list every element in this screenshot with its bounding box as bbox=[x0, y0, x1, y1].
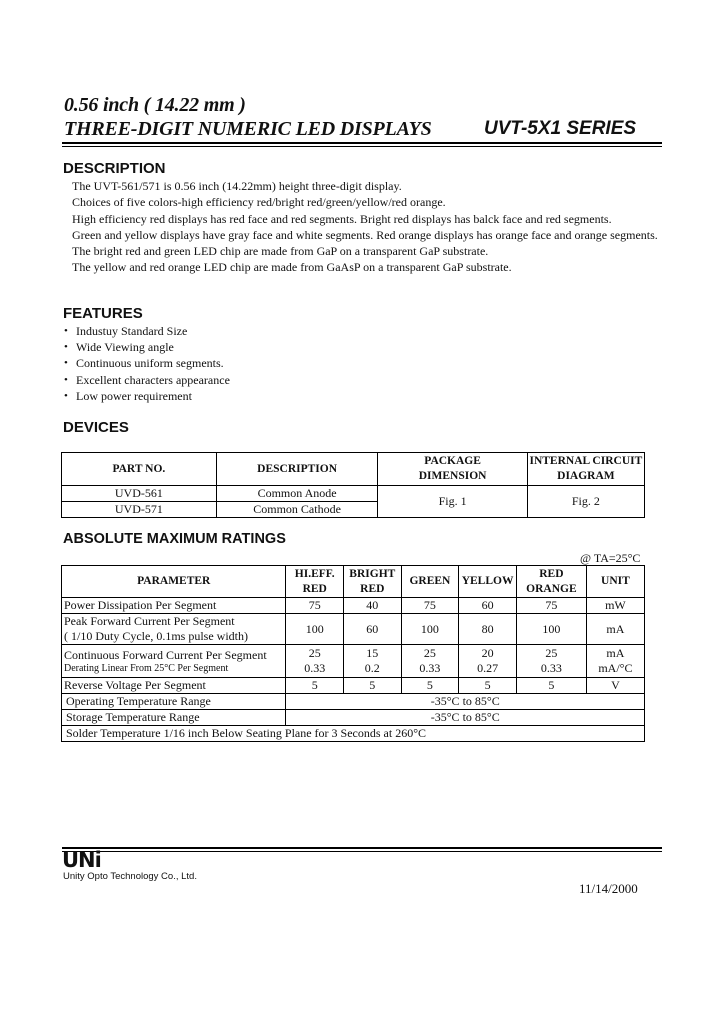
part-number: UVD-571 bbox=[62, 502, 217, 518]
package-dimension: Fig. 1 bbox=[378, 486, 527, 518]
ratings-condition: @ TA=25°C bbox=[580, 551, 641, 565]
features-heading: FEATURES bbox=[63, 305, 143, 322]
feature-item: • Continuous uniform segments. bbox=[62, 355, 230, 371]
rating-value bbox=[459, 645, 517, 678]
devices-col-header: PACKAGE DIMENSION bbox=[378, 453, 527, 486]
ratings-col-header: HI.EFF. RED bbox=[286, 566, 343, 598]
feature-item: • Wide Viewing angle bbox=[62, 339, 230, 355]
size-heading: 0.56 inch ( 14.22 mm ) bbox=[64, 94, 246, 116]
operating-range: -35°C to 85°C bbox=[286, 694, 645, 710]
param-label: Operating Temperature Range bbox=[62, 694, 286, 710]
rating-value-line: 0.2 bbox=[364, 661, 380, 675]
ratings-col-header: GREEN bbox=[401, 566, 459, 598]
rating-value: 5 bbox=[459, 678, 517, 694]
rating-value-line: 0.33 bbox=[419, 661, 441, 675]
description-line: The bright red and green LED chip are made from GaP on a transparent GaP substrate. bbox=[72, 244, 489, 259]
rating-value: 5 bbox=[517, 678, 587, 694]
description-line: High efficiency red displays has red face and red segments. Bright red displays has balck face and red segments. bbox=[72, 211, 612, 226]
rating-value: 5 bbox=[286, 678, 343, 694]
part-description: Common Cathode bbox=[216, 502, 378, 518]
ratings-col-header: UNIT bbox=[586, 566, 644, 598]
devices-heading: DEVICES bbox=[63, 419, 129, 436]
company-name: Unity Opto Technology Co., Ltd. bbox=[63, 871, 197, 882]
param-label bbox=[62, 614, 286, 645]
param-label: Reverse Voltage Per Segment bbox=[62, 678, 286, 694]
param-label-line: Peak Forward Current Per Segment bbox=[64, 614, 235, 628]
table-row bbox=[62, 726, 645, 742]
rating-unit-line: mA/°C bbox=[598, 661, 633, 675]
rating-value-line: 0.33 bbox=[540, 661, 562, 675]
description-line: Choices of five colors-high efficiency red/bright red/green/yellow/red orange. bbox=[72, 195, 446, 210]
footer-rule-thin bbox=[62, 851, 662, 852]
feature-item: • Industuy Standard Size bbox=[62, 323, 230, 339]
title-rule-thin bbox=[62, 146, 662, 147]
rating-value: 5 bbox=[343, 678, 401, 694]
table-row bbox=[62, 614, 645, 645]
rating-value-line: 0.27 bbox=[477, 661, 499, 675]
title-rule-thick bbox=[62, 142, 662, 144]
table-row bbox=[62, 710, 645, 726]
rating-value: 100 bbox=[401, 614, 459, 645]
rating-value: 75 bbox=[286, 598, 343, 614]
page-title: THREE-DIGIT NUMERIC LED DISPLAYS bbox=[64, 118, 432, 140]
rating-value: 60 bbox=[343, 614, 401, 645]
footer-rule-thick bbox=[62, 847, 662, 849]
param-label-line: Derating Linear From 25°C Per Segment bbox=[64, 663, 229, 674]
devices-col-header: PART NO. bbox=[62, 453, 217, 486]
storage-range: -35°C to 85°C bbox=[286, 710, 645, 726]
rating-value-line: 25 bbox=[423, 646, 436, 660]
rating-value: 100 bbox=[517, 614, 587, 645]
rating-unit-line: mA bbox=[606, 646, 625, 660]
series-name: UVT-5X1 SERIES bbox=[484, 118, 637, 139]
rating-value-line: 25 bbox=[308, 646, 321, 660]
description-line: The yellow and red orange LED chip are made from GaAsP on a transparent GaP substrate. bbox=[72, 260, 512, 275]
ratings-col-header: YELLOW bbox=[459, 566, 517, 598]
ratings-heading: ABSOLUTE MAXIMUM RATINGS bbox=[63, 531, 286, 547]
table-row bbox=[62, 694, 645, 710]
ratings-col-header: RED ORANGE bbox=[517, 566, 587, 598]
rating-value bbox=[286, 645, 343, 678]
param-label: Power Dissipation Per Segment bbox=[62, 598, 286, 614]
description-text bbox=[72, 178, 672, 276]
devices-col-header: DESCRIPTION bbox=[216, 453, 378, 486]
rating-value-line: 25 bbox=[545, 646, 558, 660]
rating-unit: V bbox=[586, 678, 644, 694]
rating-unit: mA bbox=[586, 614, 644, 645]
feature-item: • Excellent characters appearance bbox=[62, 372, 230, 388]
ratings-col-header: PARAMETER bbox=[62, 566, 286, 598]
feature-item: • Low power requirement bbox=[62, 388, 230, 404]
description-heading: DESCRIPTION bbox=[63, 160, 166, 177]
param-label-line: Continuous Forward Current Per Segment bbox=[64, 648, 267, 662]
solder-temperature: Solder Temperature 1/16 inch Below Seating Plane for 3 Seconds at 260°C bbox=[62, 726, 645, 742]
rating-value: 75 bbox=[517, 598, 587, 614]
company-logo: UNi bbox=[62, 848, 101, 872]
ratings-col-header: BRIGHT RED bbox=[343, 566, 401, 598]
rating-value-line: 0.33 bbox=[304, 661, 326, 675]
rating-value: 5 bbox=[401, 678, 459, 694]
description-line: Green and yellow displays have gray face and white segments. Red orange displays has orange face and orange segments. bbox=[72, 227, 658, 242]
rating-value bbox=[401, 645, 459, 678]
table-row bbox=[62, 678, 645, 694]
rating-unit bbox=[586, 645, 644, 678]
param-label: Storage Temperature Range bbox=[62, 710, 286, 726]
rating-value-line: 15 bbox=[366, 646, 379, 660]
rating-value-line: 20 bbox=[481, 646, 494, 660]
param-label-line: ( 1/10 Duty Cycle, 0.1ms pulse width) bbox=[64, 629, 248, 643]
rating-value bbox=[343, 645, 401, 678]
table-row bbox=[62, 645, 645, 678]
table-row bbox=[62, 598, 645, 614]
document-date: 11/14/2000 bbox=[579, 881, 638, 896]
rating-value: 60 bbox=[459, 598, 517, 614]
part-description: Common Anode bbox=[216, 486, 378, 502]
description-line: The UVT-561/571 is 0.56 inch (14.22mm) height three-digit display. bbox=[72, 179, 402, 193]
part-number: UVD-561 bbox=[62, 486, 217, 502]
devices-col-header: INTERNAL CIRCUIT DIAGRAM bbox=[527, 453, 644, 486]
rating-value: 75 bbox=[401, 598, 459, 614]
rating-value bbox=[517, 645, 587, 678]
rating-unit: mW bbox=[586, 598, 644, 614]
devices-table bbox=[61, 452, 645, 518]
param-label bbox=[62, 645, 286, 678]
circuit-diagram: Fig. 2 bbox=[527, 486, 644, 518]
rating-value: 80 bbox=[459, 614, 517, 645]
ratings-table bbox=[61, 565, 645, 742]
table-row bbox=[62, 486, 645, 502]
features-list bbox=[62, 323, 230, 404]
rating-value: 100 bbox=[286, 614, 343, 645]
rating-value: 40 bbox=[343, 598, 401, 614]
